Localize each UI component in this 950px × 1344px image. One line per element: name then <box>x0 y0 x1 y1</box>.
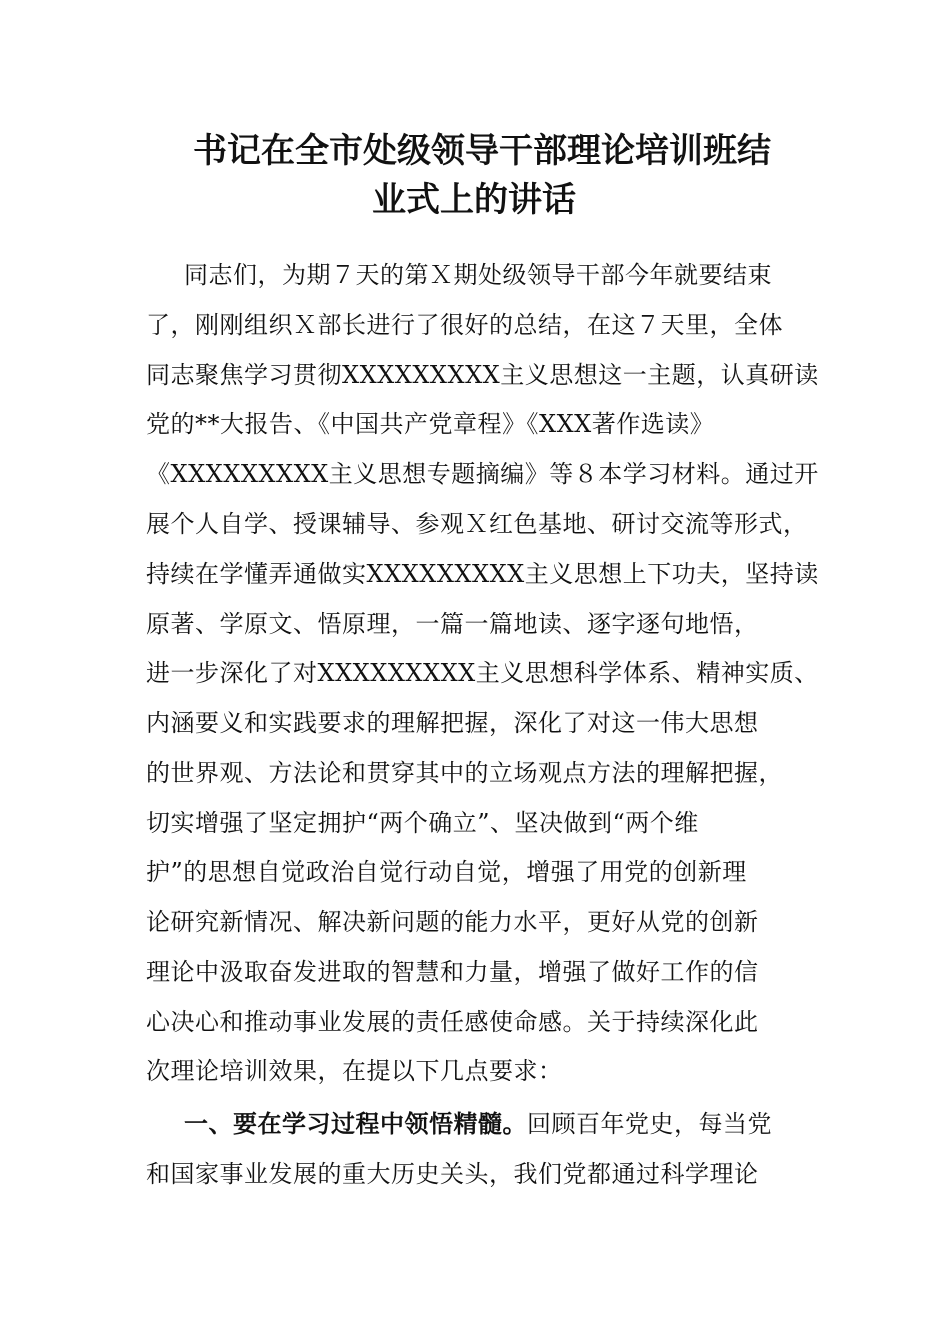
paragraph-line: 了，刚刚组织Ｘ部长进行了很好的总结，在这７天里，全体 <box>146 311 783 339</box>
paragraph-line: 内涵要义和实践要求的理解把握，深化了对这一伟大思想 <box>146 709 759 737</box>
paragraph-line: 展个人自学、授课辅导、参观Ｘ红色基地、研讨交流等形式， <box>146 510 808 538</box>
paragraph-line: 和国家事业发展的重大历史关头，我们党都通过科学理论 <box>146 1160 759 1188</box>
document-title-line-2: 业式上的讲话 <box>372 180 576 220</box>
section-first-line <box>184 1107 772 1141</box>
paragraph-line: 护”的思想自觉政治自觉行动自觉，增强了用党的创新理 <box>146 858 747 886</box>
paragraph-line: 论研究新情况、解决新问题的能力水平，更好从党的创新 <box>146 908 759 936</box>
paragraph-line: 持续在学懂弄通做实XXXXXXXXX主义思想上下功夫，坚持读 <box>146 560 819 588</box>
paragraph-line: 同志聚焦学习贯彻XXXXXXXXX主义思想这一主题，认真研读 <box>146 361 819 389</box>
paragraph-line: 进一步深化了对XXXXXXXXX主义思想科学体系、精神实质、 <box>146 659 819 687</box>
paragraph-line: 原著、学原文、悟原理，一篇一篇地读、逐字逐句地悟， <box>146 610 759 638</box>
document-title-line-1: 书记在全市处级领导干部理论培训班结 <box>193 131 771 171</box>
paragraph-line: 同志们，为期７天的第Ｘ期处级领导干部今年就要结束 <box>184 261 772 289</box>
paragraph-line: 理论中汲取奋发进取的智慧和力量，增强了做好工作的信 <box>146 958 759 986</box>
paragraph-line: 《XXXXXXXXX主义思想专题摘编》等８本学习材料。通过开 <box>146 460 819 488</box>
paragraph-line: 的世界观、方法论和贯穿其中的立场观点方法的理解把握， <box>146 759 783 787</box>
paragraph-line: 党的**大报告、《中国共产党章程》《XXX著作选读》 <box>146 410 715 438</box>
paragraph-line: 切实增强了坚定拥护“两个确立”、坚决做到“两个维 <box>146 809 699 837</box>
paragraph-line: 心决心和推动事业发展的责任感使命感。关于持续深化此 <box>146 1008 759 1036</box>
section-heading: 一、要在学习过程中领悟精髓。 <box>184 1109 527 1138</box>
paragraph-line: 次理论培训效果，在提以下几点要求： <box>146 1057 563 1085</box>
section-heading-rest: 回顾百年党史，每当党 <box>527 1110 772 1138</box>
